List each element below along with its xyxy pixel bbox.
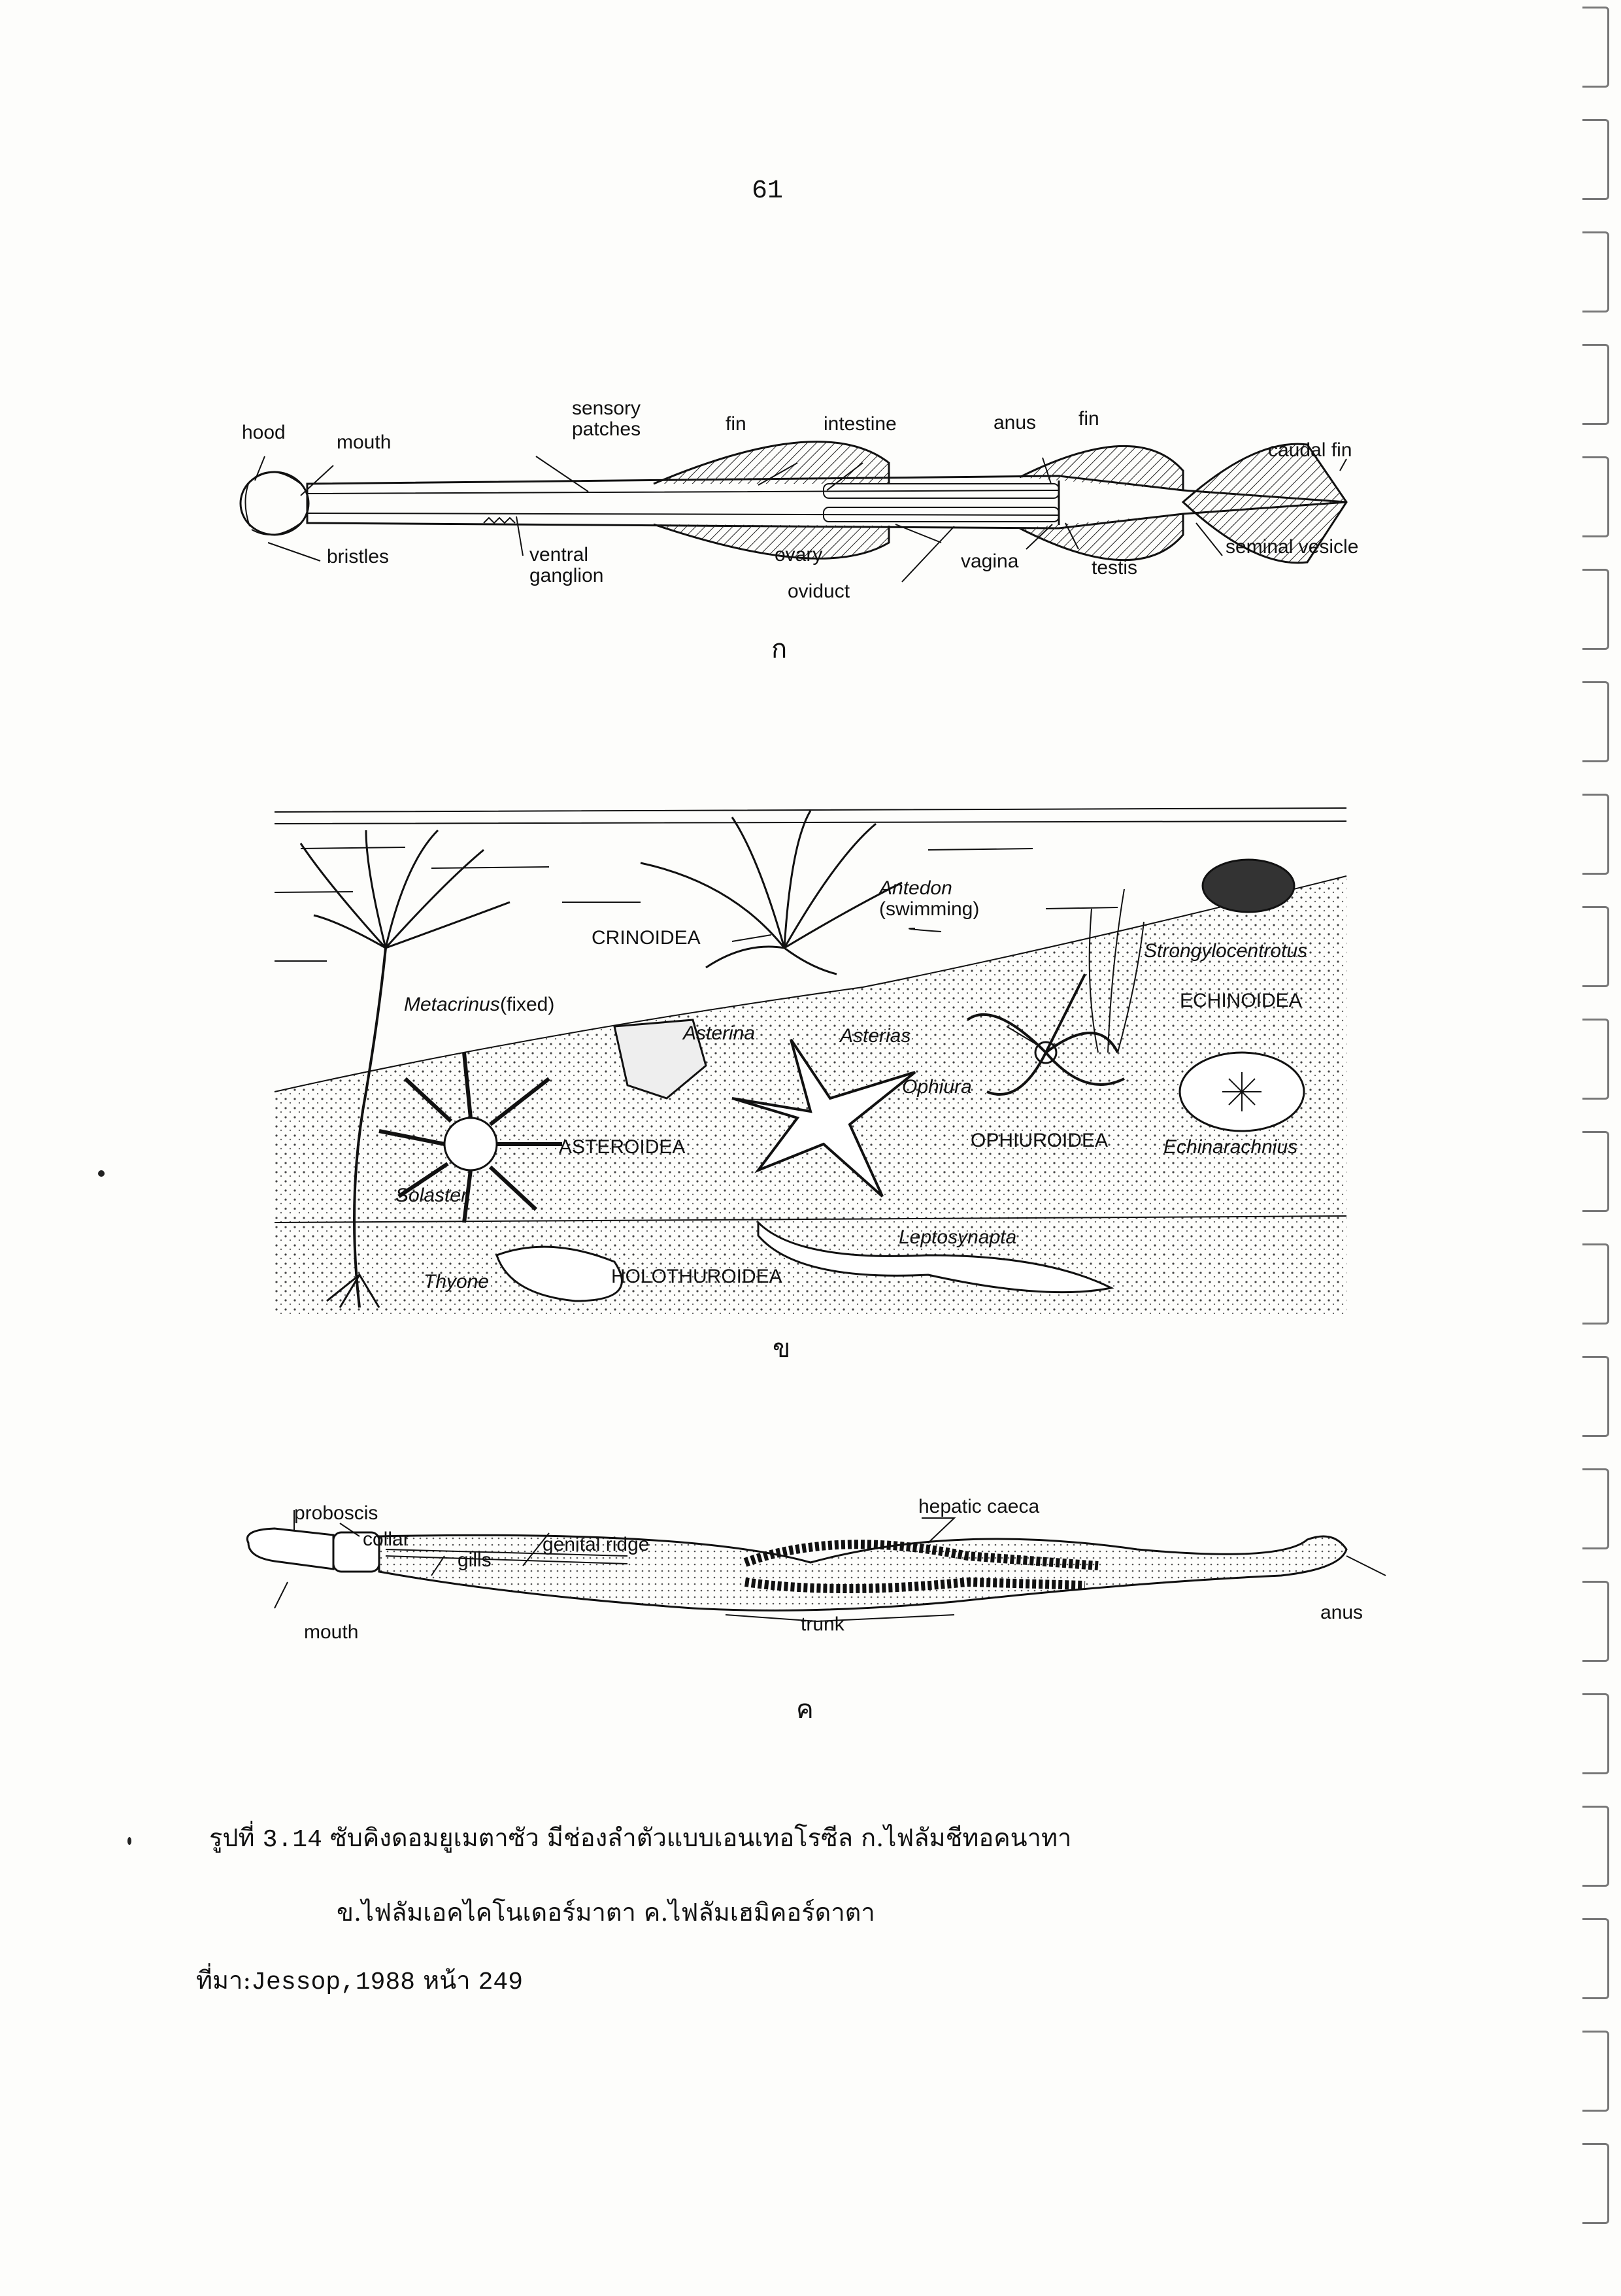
label-echinoidea: ECHINOIDEA — [1180, 990, 1302, 1011]
ink-speck — [127, 1837, 131, 1845]
label-proboscis: proboscis — [294, 1502, 378, 1524]
label-echinarachnius: Echinarachnius — [1163, 1136, 1298, 1158]
label-oviduct: oviduct — [788, 581, 850, 602]
label-asteroidea: ASTEROIDEA — [559, 1136, 686, 1158]
caption-prefix: รูปที่ — [209, 1823, 263, 1852]
figure-a-label: ก — [771, 634, 788, 664]
label-mouth: mouth — [337, 431, 392, 453]
anterior-fin-bottom — [654, 524, 889, 558]
binder-ring — [1582, 1468, 1609, 1549]
label-asterina: Asterina — [683, 1022, 756, 1044]
binder-ring — [1582, 1356, 1609, 1437]
label-bristles: bristles — [327, 546, 390, 567]
label-trunk: trunk — [801, 1613, 844, 1635]
label-strongylocentrotus: Strongylocentrotus — [1144, 940, 1308, 962]
label-ventral: ventral — [529, 544, 589, 566]
label-gills: gills — [458, 1549, 492, 1571]
binder-rings — [1569, 0, 1621, 2296]
label-mouth-c: mouth — [304, 1621, 359, 1643]
label-asterias: Asterias — [840, 1025, 911, 1047]
label-intestine: intestine — [824, 413, 897, 435]
label-genital-ridge: genital ridge — [543, 1534, 650, 1555]
binder-ring — [1582, 456, 1609, 537]
binder-ring — [1582, 1131, 1609, 1212]
binder-ring — [1582, 1243, 1609, 1325]
binder-ring — [1582, 1918, 1609, 1999]
page-number: 61 — [752, 177, 784, 206]
label-caudal-fin: caudal fin — [1268, 439, 1352, 461]
binder-ring — [1582, 7, 1609, 88]
binder-ring — [1582, 681, 1609, 762]
binder-ring — [1582, 1019, 1609, 1100]
arrow-worm-drawing — [235, 386, 1386, 647]
label-anus: anus — [994, 412, 1037, 433]
source-citation — [196, 1960, 523, 2000]
posterior-fin-bottom — [1020, 514, 1183, 560]
label-hood: hood — [242, 422, 286, 443]
label-anus-c: anus — [1320, 1602, 1363, 1623]
label-hepatic-caeca: hepatic caeca — [918, 1496, 1040, 1517]
binder-ring — [1582, 119, 1609, 200]
label-ophiuroidea: OPHIUROIDEA — [971, 1130, 1109, 1151]
label-sensory: sensory — [572, 397, 641, 419]
label-patches: patches — [572, 418, 641, 440]
solaster — [444, 1118, 497, 1170]
caption-text-1: ซับคิงดอมยูเมตาซัว มีช่องลำตัวแบบเอนเทอโรซีล ก.ไฟลัมชีทอคนาทา — [322, 1823, 1072, 1852]
antedon-arms — [641, 811, 902, 974]
binder-ring — [1582, 231, 1609, 312]
binder-ring — [1582, 1693, 1609, 1774]
label-ovary: ovary — [775, 544, 823, 566]
binder-ring — [1582, 2031, 1609, 2112]
binder-ring — [1582, 1581, 1609, 1662]
figure-c-label: ค — [796, 1695, 814, 1725]
label-thyone: Thyone — [424, 1271, 490, 1292]
label-ganglion: ganglion — [529, 565, 604, 586]
echinoderm-scene — [275, 804, 1353, 1314]
binder-ring — [1582, 2143, 1609, 2224]
sea-urchin — [1203, 860, 1294, 912]
source-page: 249 — [478, 1968, 524, 1997]
label-solaster: Solaster — [395, 1185, 468, 1206]
label-metacrinus: Metacrinus — [404, 994, 500, 1015]
binder-ring — [1582, 906, 1609, 987]
figure-caption-line-2: ข.ไฟลัมเอคไคโนเดอร์มาตา ค.ไฟลัมเฮมิคอร์ดาตา — [337, 1898, 875, 1927]
label-ophiura: Ophiura — [902, 1076, 972, 1098]
label-fin-anterior: fin — [726, 413, 746, 435]
figure-caption-line-1 — [209, 1817, 1071, 1857]
caption-figure-number: 3.14 — [262, 1826, 322, 1854]
label-seminal-vesicle: seminal vesicle — [1226, 536, 1359, 558]
proboscis-shape — [247, 1528, 333, 1569]
label-fin-posterior: fin — [1078, 408, 1099, 430]
label-testis: testis — [1092, 557, 1138, 579]
figure-b-label: ข — [773, 1334, 791, 1364]
label-metacrinus-fixed: (fixed) — [500, 994, 555, 1015]
ink-speck — [98, 1170, 105, 1177]
label-vagina: vagina — [961, 550, 1019, 572]
label-antedon: Antedon — [879, 877, 952, 899]
binder-ring — [1582, 1806, 1609, 1887]
label-leptosynapta: Leptosynapta — [899, 1226, 1017, 1248]
binder-ring — [1582, 344, 1609, 425]
figure-a-arrow-worm — [235, 386, 1386, 647]
source-reference: Jessop,1988 — [251, 1968, 416, 1997]
label-collar: collar — [363, 1528, 410, 1550]
binder-ring — [1582, 794, 1609, 875]
source-prefix: ที่มา: — [196, 1966, 252, 1995]
binder-ring — [1582, 569, 1609, 650]
label-holothuroidea: HOLOTHUROIDEA — [611, 1266, 782, 1287]
source-page-word: หน้า — [415, 1966, 478, 1995]
figure-c-acorn-worm — [235, 1484, 1412, 1654]
label-crinoidea: CRINOIDEA — [592, 927, 701, 949]
figure-b-echinoderms — [275, 804, 1353, 1314]
label-antedon-swimming: (swimming) — [879, 898, 980, 920]
